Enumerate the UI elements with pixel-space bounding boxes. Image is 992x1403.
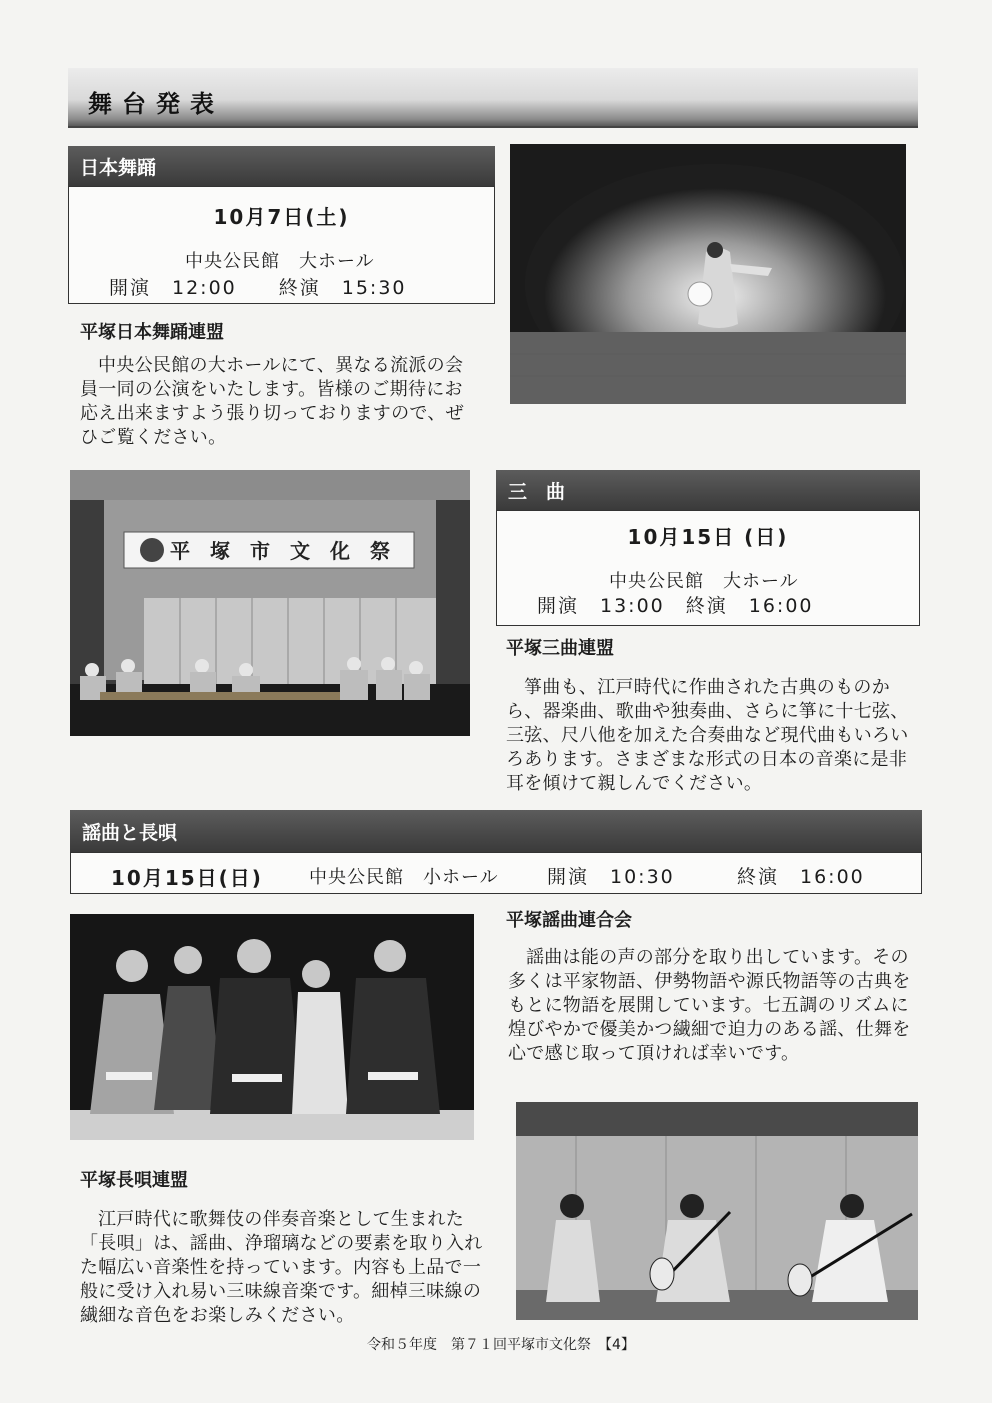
nihon-buyo-title-bar — [68, 146, 495, 186]
shamisen-players-photo — [516, 1102, 918, 1320]
yokyoku-date: 10月15日(日) — [111, 866, 263, 890]
sankyoku-text: 箏曲も、江戸時代に作曲された古典のものから、器楽曲、歌曲や独奏曲、さらに箏に十七弦、三弦、尺八他を加えた合奏曲など現代曲もいろいろあります。さまざまな形式の日本の音楽に是非耳を傾けて親しんでください。 — [506, 677, 909, 794]
yokyoku-text: 謡曲は能の声の部分を取り出しています。その多くは平家物語、伊勢物語や源氏物語等の古典をもとに物語を展開しています。七五調のリズムに煌びやかで優美かつ繊細で迫力のある謡、仕舞を心で感じ取って頂ければ幸いです。 — [508, 947, 911, 1064]
page-title: 舞台発表 — [88, 90, 224, 118]
nihon-buyo-title: 日本舞踊 — [80, 156, 157, 179]
yokyoku-title: 謡曲と長唄 — [82, 821, 178, 844]
koto-ensemble-photo — [70, 470, 470, 736]
dancer-photo — [510, 144, 906, 404]
sankyoku-info-box — [496, 510, 920, 626]
nihon-buyo-times: 開演 12:00 終演 15:30 — [109, 277, 407, 299]
sankyoku-date: 10月15日 (日) — [627, 525, 789, 549]
sankyoku-title-bar — [496, 470, 920, 510]
yokyoku-org: 平塚謡曲連合会 — [506, 910, 632, 931]
page-footer: 令和５年度 第７１回平塚市文化祭 【4】 — [367, 1337, 635, 1353]
yokyoku-venue: 中央公民館 小ホール — [309, 867, 499, 888]
yokyoku-title-bar — [70, 810, 922, 852]
sankyoku-org: 平塚三曲連盟 — [506, 638, 614, 659]
nihon-buyo-venue: 中央公民館 大ホール — [185, 251, 375, 272]
stage-banner-text: 平 塚 市 文 化 祭 — [170, 539, 390, 563]
sankyoku-title: 三 曲 — [508, 480, 566, 503]
nihon-buyo-date: 10月7日(土) — [213, 205, 350, 229]
sankyoku-times: 開演 13:00 終演 16:00 — [537, 595, 814, 617]
nihon-buyo-org: 平塚日本舞踊連盟 — [80, 322, 224, 343]
sankyoku-venue: 中央公民館 大ホール — [609, 571, 799, 592]
yokyoku-info-box — [70, 852, 922, 894]
nagauta-text: 江戸時代に歌舞伎の伴奏音楽として生まれた「長唄」は、謡曲、浄瑠璃などの要素を取り入れた幅広い音楽性を持っています。内容も上品で一般に受け入れ易い三味線音楽です。細棹三味線の繊細な音色をお楽しみください。 — [80, 1209, 483, 1326]
nihon-buyo-text: 中央公民館の大ホールにて、異なる流派の会員一同の公演をいたします。皆様のご期待にお応え出来ますよう張り切っておりますので、ぜひご覧ください。 — [80, 355, 464, 448]
yokyoku-end: 終演 16:00 — [737, 866, 865, 888]
yokyoku-start: 開演 10:30 — [547, 866, 675, 888]
nagauta-org: 平塚長唄連盟 — [80, 1170, 188, 1191]
nihon-buyo-info-box — [68, 186, 495, 304]
noh-chanters-photo — [70, 914, 474, 1140]
